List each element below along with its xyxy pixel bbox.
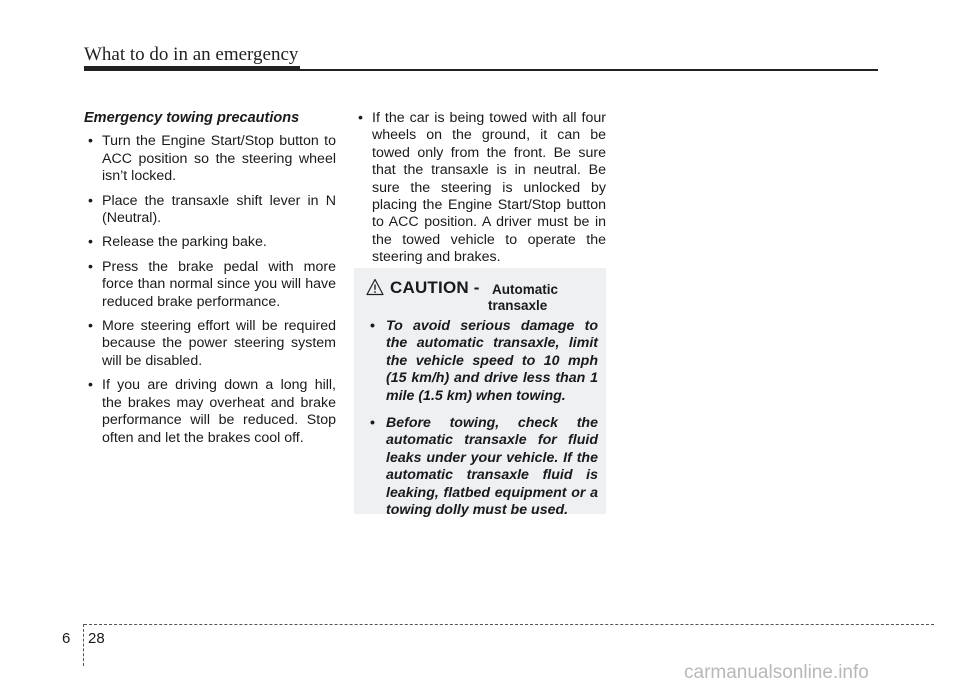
- list-item: • Turn the Engine Start/Stop button to ACC position so the steering wheel isn’t locked.: [84, 133, 336, 185]
- list-item: • Release the parking bake.: [84, 234, 336, 251]
- footer-divider: [83, 624, 84, 666]
- list-item: • If you are driving down a long hill, the brakes may overheat and brake performance will be reduced. Stop often and let the brakes cool off.: [84, 377, 336, 447]
- list-item: • If the car is being towed with all four wheels on the ground, it can be towed only from the front. Be sure that the transaxle is in neutral. Be sure the steering is unlocked by placing the Engine Start/Stop button to ACC position. A driver must be in the towed vehicle to operate the steering and brakes.: [354, 110, 606, 267]
- caution-item: • To avoid serious damage to the automatic transaxle, limit the vehicle speed to 10 mph (15 km/h) and drive less than 1 mile (1.5 km) when towing.: [368, 318, 598, 405]
- list-item: • Press the brake pedal with more force than normal since you will have reduced brake performance.: [84, 259, 336, 311]
- middle-column: [354, 110, 606, 274]
- towing-list: [354, 110, 606, 267]
- left-column: [84, 110, 336, 454]
- list-item: • Place the transaxle shift lever in N (Neutral).: [84, 193, 336, 228]
- caution-box: [354, 268, 606, 519]
- caution-list: [354, 318, 606, 519]
- header-rule-thin: [300, 69, 878, 71]
- caution-header: [354, 268, 606, 314]
- header-rule-thick: [84, 66, 300, 71]
- footer-rule: [84, 624, 934, 625]
- caution-label: CAUTION -: [390, 278, 480, 297]
- watermark: carmanualsonline.info: [684, 662, 869, 683]
- section-heading: Emergency towing precautions: [84, 110, 300, 126]
- page-number: 28: [88, 630, 105, 647]
- chapter-number: 6: [62, 630, 71, 647]
- precautions-list: [84, 133, 336, 447]
- page-header-title: What to do in an emergency: [84, 44, 299, 65]
- caution-title-line2: transaxle: [488, 298, 548, 313]
- caution-item: • Before towing, check the automatic transaxle for fluid leaks under your vehicle. If the automatic transaxle fluid is leaking, flatbed equipment or a towing dolly must be used.: [368, 415, 598, 519]
- caution-title-line1: Automatic: [492, 282, 559, 297]
- list-item: • More steering effort will be required because the power steering system will be disabled.: [84, 318, 336, 370]
- warning-triangle-icon: [366, 278, 384, 296]
